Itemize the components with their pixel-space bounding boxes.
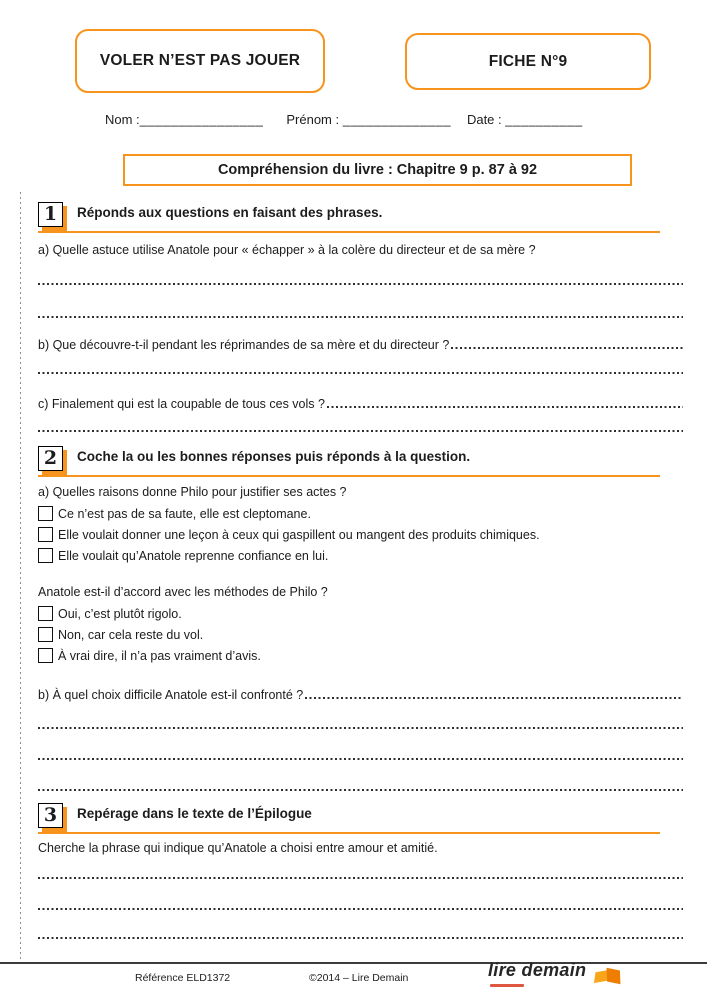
question-2b-row [38,688,683,702]
answer-line [38,937,683,939]
option-row [38,527,683,542]
section3-title: Repérage dans le texte de l’Épilogue [77,806,312,821]
answer-line [38,316,683,318]
book-title: VOLER N’EST PAS JOUER [99,52,301,69]
banner-title: Compréhension du livre : Chapitre 9 p. 87 à 92 [217,162,538,178]
section1-number: 1 [43,203,58,225]
date-label: Date : [466,112,506,127]
checkbox[interactable] [38,527,53,542]
logo-subtext-mark [490,984,524,987]
checkbox[interactable] [38,648,53,663]
section1-header [38,202,660,233]
dot-leader [305,697,683,699]
section1-title: Réponds aux questions en faisant des phrases. [77,205,383,220]
answer-line [38,877,683,879]
dot-leader [451,347,683,349]
prenom-label: Prénom : [286,112,343,127]
question-1c-row [38,397,683,411]
option-row [38,627,683,642]
dot-leader [327,406,683,408]
book-title-box [75,29,325,93]
comprehension-banner [123,154,632,186]
answer-line [38,727,683,729]
question-2a: a) Quelles raisons donne Philo pour justifier ses actes ? [38,485,347,499]
option-row [38,606,683,621]
date-blank: __________ [505,112,583,127]
option-label: Oui, c’est plutôt rigolo. [58,606,182,621]
question-1a: a) Quelle astuce utilise Anatole pour « échapper » à la colère du directeur et de sa mère ? [38,243,536,257]
nom-blank: ________________ [139,112,264,127]
answer-line [38,789,683,791]
option-label: Non, car cela reste du vol. [58,627,204,642]
section2-header [38,446,660,477]
option-label: Elle voulait qu’Anatole reprenne confiance en lui. [58,548,329,563]
answer-line [38,372,683,374]
open-book-icon [594,966,620,983]
option-row [38,648,683,663]
option-row [38,548,683,563]
answer-line [38,758,683,760]
footer-reference: Référence ELD1372 [135,972,231,984]
question-2b: b) À quel choix difficile Anatole est-il confronté ? [38,688,304,702]
option-label: Ce n’est pas de sa faute, elle est cleptomane. [58,506,311,521]
prenom-blank: ______________ [342,112,451,127]
question-1c: c) Finalement qui est la coupable de tous ces vols ? [38,397,325,411]
option-label: À vrai dire, il n’a pas vraiment d’avis. [58,648,261,663]
content-column [38,202,683,939]
checkbox[interactable] [38,627,53,642]
footer-copyright: ©2014 – Lire Demain [309,972,409,984]
answer-line [38,430,683,432]
answer-line [38,283,683,285]
logo-text: lire demain [488,960,587,980]
section2-title: Coche la ou les bonnes réponses puis réponds à la question. [77,449,471,464]
answer-line [38,908,683,910]
identity-row [105,112,625,127]
checkbox[interactable] [38,548,53,563]
section3-number: 3 [43,804,58,826]
question-1b-row [38,338,683,352]
question-2-agree: Anatole est-il d’accord avec les méthodes de Philo ? [38,585,328,599]
checkbox[interactable] [38,506,53,521]
section1-number-box [38,202,63,227]
section3-number-box [38,803,63,828]
left-margin-rule [20,192,21,963]
option-row [38,506,683,521]
section3-instruction: Cherche la phrase qui indique qu’Anatole a choisi entre amour et amitié. [38,841,438,855]
section2-number: 2 [43,447,58,469]
checkbox[interactable] [38,606,53,621]
question-1b: b) Que découvre-t-il pendant les réprimandes de sa mère et du directeur ? [38,338,450,352]
sheet-number: FICHE N°9 [488,52,568,70]
section3-header [38,803,660,834]
sheet-number-box [405,33,651,90]
option-label: Elle voulait donner une leçon à ceux qui gaspillent ou mangent des produits chimiques. [58,527,540,542]
nom-label: Nom : [105,112,140,127]
section2-number-box [38,446,63,471]
lire-demain-logo [488,960,623,994]
